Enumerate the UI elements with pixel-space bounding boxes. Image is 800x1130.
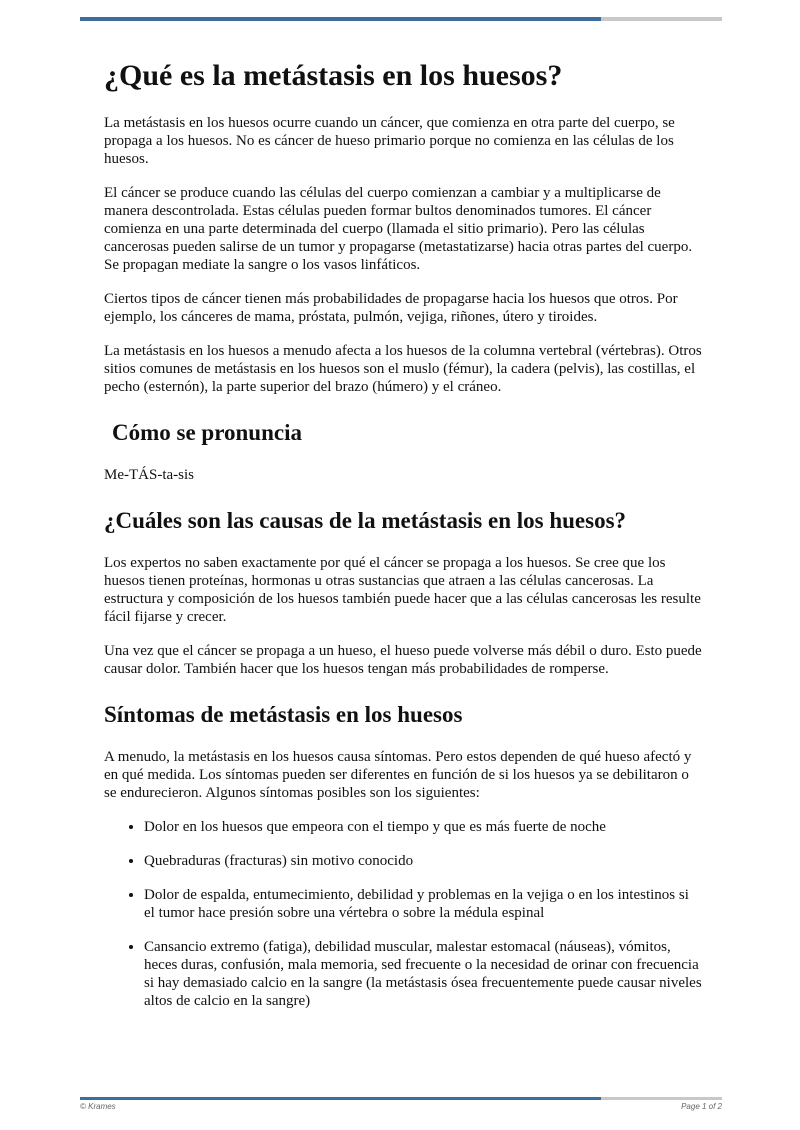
pronunciation-heading: Cómo se pronuncia <box>112 420 302 445</box>
footer-rule-accent <box>80 1097 601 1100</box>
list-item: • Quebraduras (fracturas) sin motivo conocido <box>144 852 702 870</box>
header-rule <box>80 17 722 21</box>
list-item: • Cansancio extremo (fatiga), debilidad muscular, malestar estomacal (náuseas), vómitos, heces duras, confusión, mala memoria, sed frecuente o la necesidad de orinar con frecuencia si hay demasiado calcio en la sangre (la metástasis ósea frecuentemente puede causar niveles altos de calcio en la sangre) <box>144 938 702 1010</box>
intro-paragraph-2: El cáncer se produce cuando las células del cuerpo comienzan a cambiar y a multiplicarse de manera descontrolada. Estas células pueden formar bultos denominados tumores. El cáncer comienza en una parte determinada del cuerpo (llamada el sitio primario). Pero las células cancerosas pueden salirse de un tumor y propagarse (metastatizarse) hacia otras partes del cuerpo. Se propagan mediate la sangre o los vasos linfáticos. <box>104 185 693 273</box>
causes-paragraph-1: Los expertos no saben exactamente por qué el cáncer se propaga a los huesos. Se cree que los huesos tienen proteínas, hormonas u otras sustancias que atraen a las células cancerosas. La estructura y composición de los huesos también puede hacer que a las células cancerosas les resulte fácil fijarse y crecer. <box>104 555 701 625</box>
list-item: • Dolor de espalda, entumecimiento, debilidad y problemas en la vejiga o en los intestinos si el tumor hace presión sobre una vértebra o sobre la médula espinal <box>144 886 702 922</box>
footer-copyright: © Krames <box>80 1102 116 1111</box>
symptoms-list <box>102 818 702 1010</box>
intro-paragraph-3: Ciertos tipos de cáncer tienen más probabilidades de propagarse hacia los huesos que otros. Por ejemplo, los cánceres de mama, próstata, pulmón, vejiga, riñones, útero y tiroides. <box>104 291 678 325</box>
document-body <box>104 58 704 1026</box>
intro-paragraph-4: La metástasis en los huesos a menudo afecta a los huesos de la columna vertebral (vértebras). Otros sitios comunes de metástasis en los huesos son el muslo (fémur), la cadera (pelvis), las costillas, el pecho (esternón), la parte superior del brazo (húmero) y el cráneo. <box>104 343 702 395</box>
footer-rule <box>80 1097 722 1100</box>
list-item: • Dolor en los huesos que empeora con el tiempo y que es más fuerte de noche <box>144 818 702 836</box>
symptoms-heading: Síntomas de metástasis en los huesos <box>104 702 463 727</box>
causes-paragraph-2: Una vez que el cáncer se propaga a un hueso, el hueso puede volverse más débil o duro. Esto puede causar dolor. También hacer que los huesos tengan más probabilidades de romperse. <box>104 643 702 677</box>
footer-page-number: Page 1 of 2 <box>681 1102 722 1111</box>
header-rule-accent <box>80 17 601 21</box>
pronunciation-text: Me-TÁS-ta-sis <box>104 467 194 483</box>
symptoms-intro: A menudo, la metástasis en los huesos causa síntomas. Pero estos dependen de qué hueso afectó y en qué medida. Los síntomas pueden ser diferentes en función de si los huesos ya se debilitaron o se endurecieron. Algunos síntomas posibles son los siguientes: <box>104 749 692 801</box>
page-title: ¿Qué es la metástasis en los huesos? <box>104 59 563 92</box>
intro-paragraph-1: La metástasis en los huesos ocurre cuando un cáncer, que comienza en otra parte del cuerpo, se propaga a los huesos. No es cáncer de hueso primario porque no comienza en las células de los huesos. <box>104 115 675 167</box>
causes-heading: ¿Cuáles son las causas de la metástasis en los huesos? <box>104 508 627 533</box>
